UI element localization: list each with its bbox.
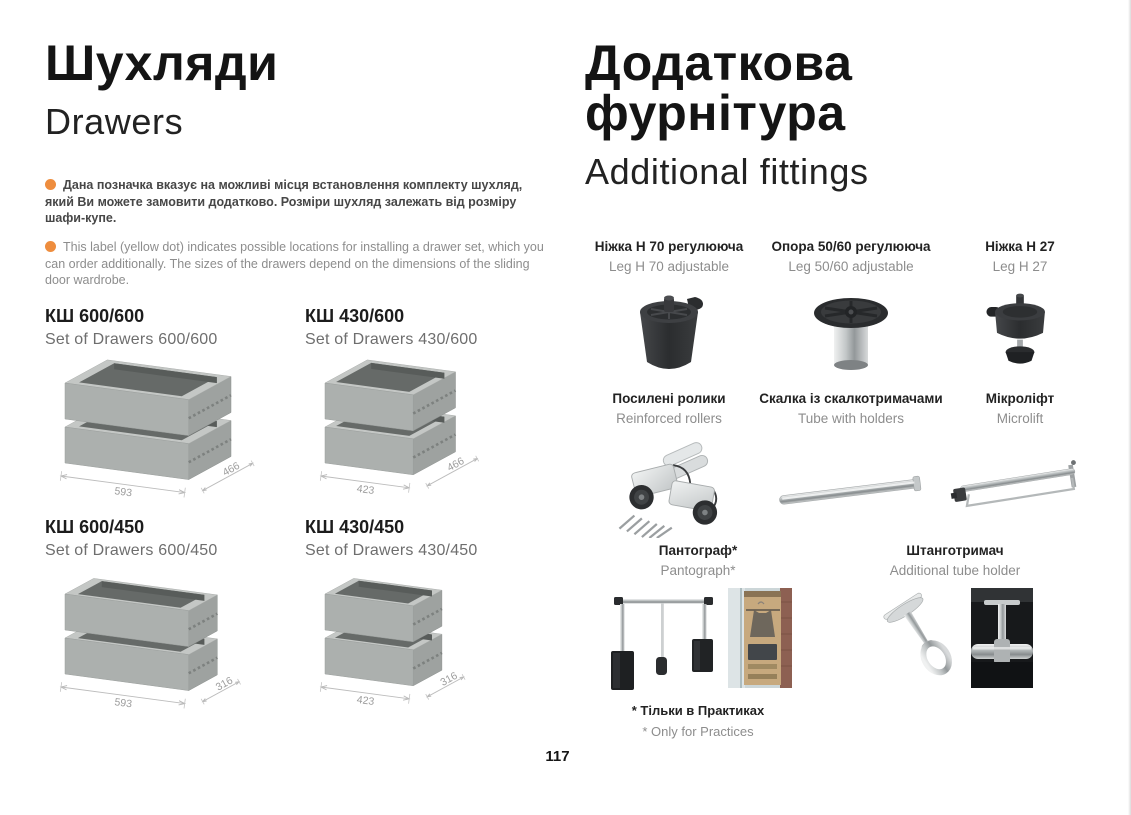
fitting-name-ua: Мікроліфт [985,391,1055,406]
microlift-image [949,458,1091,520]
fitting-name-ua: Ніжка Н 70 регулююча [594,239,744,254]
leg-h27-image [949,285,1091,377]
drawer-set-card [45,517,305,728]
drawer-set-card [305,517,547,728]
drawer-set-image [309,566,547,718]
fittings-grid [585,239,1091,543]
fitting-name-ua: Штанготримач [906,543,1004,558]
fitting-name-en: Microlift [996,411,1044,426]
tube-holder-photo [971,588,1033,688]
fitting-card-tube-holder [835,543,1075,688]
drawer-set-name: Set of Drawers 600/600 [45,330,218,348]
drawer-set-image [309,355,547,507]
pantograph-image [605,588,723,694]
fitting-name-ua: Посилені ролики [612,391,726,406]
pantograph-note-en: * Only for Practices [642,724,754,739]
fittings-title-en: Additional fittings [585,151,869,192]
fitting-card-leg-h27 [949,239,1091,391]
tube-holder-image [878,588,966,688]
drawer-set-name: Set of Drawers 430/600 [305,330,478,348]
drawer-notes [45,177,550,289]
pantograph-note-ua: * Тільки в Практиках [631,703,765,718]
page-number: 117 [545,748,570,765]
svg-text:466: 466 [220,459,242,479]
drawer-set-code: КШ 600/450 [45,516,145,537]
svg-text:316: 316 [213,674,235,693]
fitting-name-en: Leg H 27 [992,259,1048,274]
drawer-set-image [49,355,305,507]
fitting-card-leg-5060 [753,239,949,391]
pantograph-photo [728,588,792,688]
svg-text:466: 466 [445,454,467,474]
fittings-row-3 [585,543,1091,743]
svg-text:593: 593 [113,484,133,499]
svg-text:423: 423 [356,693,375,708]
orange-dot-icon [45,179,56,190]
drawer-set-code: КШ 600/600 [45,305,145,326]
drawer-note-en: This label (yellow dot) indicates possible locations for installing a drawer set, which you can order additionally. The sizes of the drawers depend on the dimensions of the sliding door wardrobe. [45,240,544,287]
drawer-set-card [305,306,547,517]
drawer-set-image [49,566,305,718]
fitting-card-pantograph [585,543,811,739]
drawer-set-name: Set of Drawers 600/450 [45,541,218,559]
fitting-name-en: Additional tube holder [889,563,1021,578]
fitting-name-ua: Ніжка Н 27 [985,239,1055,254]
reinforced-rollers-image [585,437,753,538]
drawer-set-code: КШ 430/600 [305,305,405,326]
tube-with-holders-image [753,466,949,520]
drawer-note-ua: Дана позначка вказує на можливі місця встановлення комплекту шухляд, який Ви можете замовити додатково. Розміри шухляд залежать від розміру шафи-купе. [45,178,523,225]
fitting-name-en: Tube with holders [797,411,905,426]
svg-text:316: 316 [438,669,460,689]
fitting-name-en: Leg H 70 adjustable [608,259,730,274]
drawers-section [45,35,550,728]
fitting-name-en: Reinforced rollers [616,411,722,426]
fittings-section [585,35,1091,743]
drawers-title-ua: Шухляди [45,35,279,91]
leg-h70-image [585,285,753,381]
fitting-name-ua: Опора 50/60 регулююча [771,239,931,254]
drawers-title-en: Drawers [45,101,184,142]
fitting-card-leg-h70 [585,239,753,391]
fitting-card-microlift [949,391,1091,543]
drawer-sets-grid [45,306,550,728]
leg-50-60-image [753,285,949,381]
fittings-title-ua: Додаткова фурнітура [585,35,853,141]
fitting-name-ua: Пантограф* [658,543,738,558]
fitting-card-rollers [585,391,753,543]
svg-text:593: 593 [113,695,133,710]
drawer-set-card [45,306,305,517]
svg-text:423: 423 [356,482,375,497]
fitting-name-en: Leg 50/60 adjustable [788,259,914,274]
fitting-name-en: Pantograph* [660,563,736,578]
drawer-set-code: КШ 430/450 [305,516,405,537]
drawer-set-name: Set of Drawers 430/450 [305,541,478,559]
orange-dot-icon [45,241,56,252]
fitting-name-ua: Скалка із скалкотримачами [759,391,943,406]
fitting-card-tube [753,391,949,543]
